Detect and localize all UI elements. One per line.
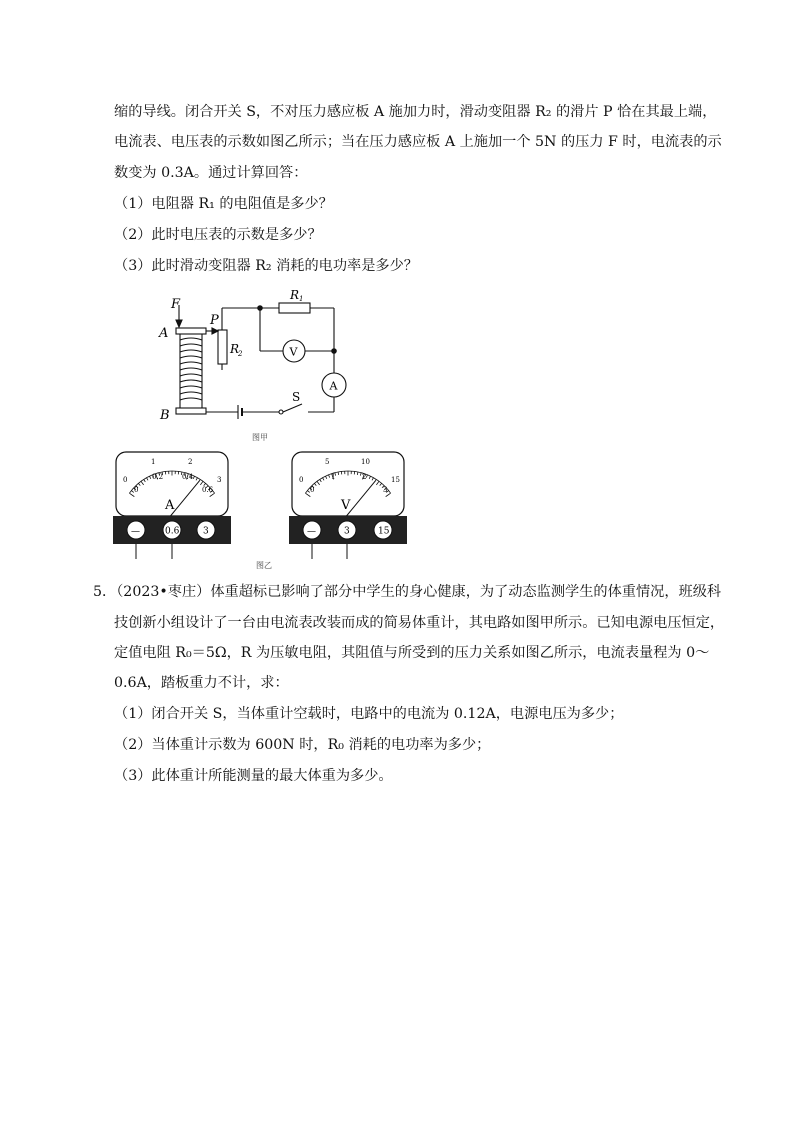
- ammeter-tick-lower-1: 0.2: [152, 473, 164, 481]
- problem5-line3: 定值电阻 R₀＝5Ω，R 为压敏电阻，其阻值与所受到的压力关系如图乙所示，电流表量程为 0～: [114, 645, 710, 661]
- problem4-question3: （3）此时滑动变阻器 R₂ 消耗的电功率是多少？: [114, 258, 418, 274]
- voltmeter-terminal-label-0: —: [307, 527, 316, 537]
- junction-dot-1: [257, 305, 263, 311]
- switch-contact: [279, 410, 283, 414]
- problem5-question3: （3）此体重计所能测量的最大体重为多少。: [114, 768, 393, 784]
- label-r2: R: [230, 342, 240, 356]
- ammeter-tick-lower-2: 0.4: [182, 473, 194, 481]
- ammeter-terminal-label-1: 0.6: [165, 526, 180, 537]
- voltmeter-tick-lower-1: 1: [331, 473, 336, 481]
- ammeter-terminal-label-0: —: [131, 527, 140, 537]
- label-r1: R: [290, 288, 300, 302]
- voltmeter-unit: V: [341, 498, 351, 513]
- label-r2-sub: 2: [238, 350, 243, 358]
- switch-s: [283, 404, 302, 412]
- rheostat-r2: [218, 330, 227, 364]
- problem5-line2: 技创新小组设计了一台由电流表改装而成的简易体重计，其电路如图甲所示。已知电源电压恒定，: [114, 615, 725, 631]
- voltmeter-tick-lower-3: 3: [383, 486, 388, 494]
- problem4-line3: 数变为 0.3A。通过计算回答：: [114, 165, 308, 181]
- problem4-question1: （1）电阻器 R₁ 的电阻值是多少？: [114, 196, 333, 212]
- base-plate-b: [176, 408, 206, 414]
- figure-jia-caption: 图甲: [252, 433, 268, 442]
- ammeter-tick-upper-1: 1: [151, 458, 156, 466]
- ammeter-tick-upper-3: 3: [217, 476, 222, 484]
- label-p: P: [210, 313, 219, 328]
- ammeter-tick-upper-0: 0: [123, 476, 128, 484]
- voltmeter-letter: V: [289, 345, 298, 359]
- circuit-diagram: [150, 288, 360, 428]
- voltmeter-tick-upper-1: 5: [325, 458, 330, 466]
- problem5-question2: （2）当体重计示数为 600N 时，R₀ 消耗的电功率为多少；: [114, 737, 491, 753]
- ammeter-letter: A: [329, 379, 338, 393]
- voltmeter-terminal-label-2: 15: [378, 526, 390, 537]
- voltmeter-tick-upper-3: 15: [391, 476, 400, 484]
- junction-dot-2: [331, 348, 337, 354]
- ammeter-terminal-label-2: 3: [203, 526, 209, 537]
- voltmeter-tick-lower-0: 0: [310, 486, 315, 494]
- problem5-question1: （1）闭合开关 S，当体重计空载时，电路中的电流为 0.12A，电源电压为多少；: [114, 706, 624, 722]
- pressure-plate-a: [176, 328, 206, 334]
- label-s: S: [292, 390, 301, 404]
- problem5-line4: 0.6A，踏板重力不计，求：: [114, 675, 289, 691]
- ammeter-tick-lower-0: 0: [134, 486, 139, 494]
- ammeter-unit: A: [165, 498, 175, 513]
- slider-pointer-icon: [212, 328, 218, 334]
- dial-tick: [357, 472, 358, 475]
- voltmeter-terminal-label-1: 3: [344, 526, 350, 537]
- ammeter-tick-lower-3: 0.6: [202, 486, 214, 494]
- label-r1-sub: 1: [299, 295, 304, 303]
- voltmeter-tick-upper-0: 0: [299, 476, 304, 484]
- label-f: F: [171, 297, 181, 312]
- dial-tick: [338, 472, 339, 475]
- force-arrow-head: [176, 320, 182, 327]
- voltmeter-tick-upper-2: 10: [361, 458, 370, 466]
- label-b: B: [160, 408, 170, 423]
- problem4-line2: 电流表、电压表的示数如图乙所示；当在压力感应板 A 上施加一个 5N 的压力 F 时，电流表的示: [114, 134, 722, 150]
- ammeter-dial: [113, 449, 231, 559]
- spring-coil: [180, 338, 202, 400]
- label-a: A: [159, 326, 169, 341]
- problem4-question2: （2）此时电压表的示数是多少？: [114, 227, 322, 243]
- ammeter-tick-upper-2: 2: [188, 458, 193, 466]
- problem5-line1: 5．（2023•枣庄）体重超标已影响了部分中学生的身心健康，为了动态监测学生的体重情况，班级科: [93, 584, 722, 600]
- voltmeter-dial: [289, 449, 407, 559]
- voltmeter-tick-lower-2: 2: [362, 473, 367, 481]
- figure-yi-caption: 图乙: [256, 561, 272, 570]
- resistor-r1: [279, 303, 310, 313]
- problem4-line1: 缩的导线。闭合开关 S，不对压力感应板 A 施加力时，滑动变阻器 R₂ 的滑片 P 恰在其最上端，: [114, 104, 717, 120]
